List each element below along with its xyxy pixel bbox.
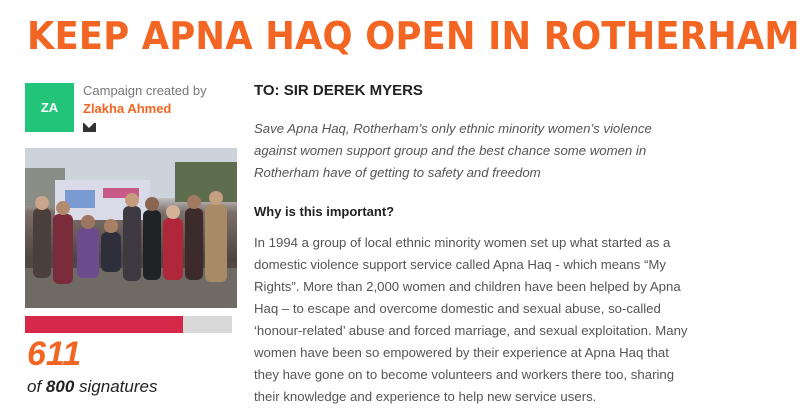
creator-name-link[interactable]: Zlakha Ahmed <box>83 101 172 116</box>
created-by-label: Campaign created by <box>83 83 207 98</box>
page-title: KEEP APNA HAQ OPEN IN ROTHERHAM <box>27 14 800 58</box>
avatar: ZA <box>25 83 74 132</box>
signature-of-label: of <box>27 377 42 396</box>
envelope-icon[interactable] <box>83 123 96 132</box>
petition-summary: Save Apna Haq, Rotherham’s only ethnic minority women’s violence against women support group and the best chance some women in Rotherham have of getting to safety and freedom <box>254 121 652 180</box>
signature-progress-fill <box>25 316 183 333</box>
signature-goal-text <box>27 377 157 397</box>
signature-suffix: signatures <box>79 377 158 396</box>
why-important-heading: Why is this important? <box>254 204 395 219</box>
signature-count: 611 <box>27 335 82 373</box>
petition-body: In 1994 a group of local ethnic minority women set up what started as a domestic violence support service called Apna Haq - which means “My Rights”. More than 2,000 women and children have been helped by Apna Haq – to escape and overcome domestic and sexual abuse, so-called ‘honour-related’ abuse and forced marriage, and sexual exploitation. Many women have been so empowered by their experience at Apna Haq that they have gone on to become volunteers and workers there too, sharing their knowledge and experience to help new service users. <box>254 235 688 404</box>
signature-goal: 800 <box>45 377 75 396</box>
signature-progress-bar <box>25 316 232 333</box>
group-photo-illustration <box>25 148 237 308</box>
campaign-creator <box>25 83 235 135</box>
petition-recipient: TO: SIR DEREK MYERS <box>254 82 423 99</box>
campaign-photo <box>25 148 237 308</box>
